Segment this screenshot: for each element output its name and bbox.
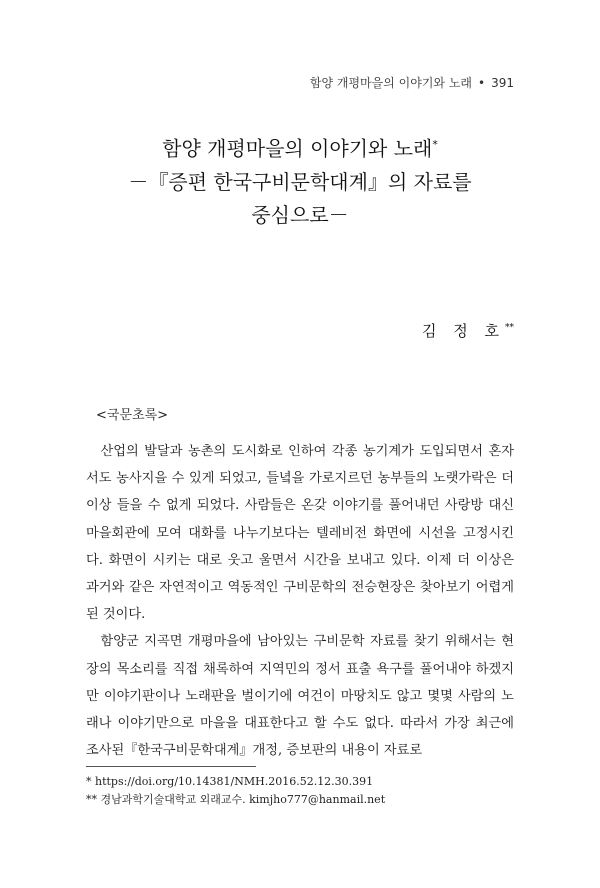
abstract-paragraph: 함양군 지곡면 개평마을에 남아있는 구비문학 자료를 찾기 위해서는 현장의 목소리를 직접 채록하여 지역민의 정서 표출 욕구를 풀어내야 하겠지만 이야기판이나 노래판을 벌이기에 여건이 마땅치도 않고 몇몇 사람의 노래나 이야기만으로 마을을 대표한다고 할 수도 없다. 따라서 가장 최근에 조사된『한국구비문학대계』개정, 증보판의 내용이 자료로 [86, 634, 514, 759]
author [422, 320, 514, 341]
article-title [0, 128, 600, 232]
running-header-title: 함양 개평마을의 이야기와 노래 [309, 76, 473, 90]
footnotes [86, 773, 516, 809]
title-line-2: －『증편 한국구비문학대계』의 자료를 [128, 169, 472, 194]
title-line-1: 함양 개평마을의 이야기와 노래* [162, 136, 438, 161]
running-header-bullet: • [478, 76, 486, 90]
running-header [310, 74, 514, 91]
abstract-body [86, 438, 514, 764]
abstract-label: <국문초록> [96, 408, 169, 423]
abstract-paragraph: 산업의 발달과 농촌의 도시화로 인하여 각종 농기계가 도입되면서 혼자서도 농사지을 수 있게 되었고, 들녘을 가로지르던 농부들의 노랫가락은 더 이상 들을 수 없게 되었다. 사람들은 온갖 이야기를 풀어내던 사랑방 대신 마을회관에 모여 대화를 나누기보다는 텔레비전 화면에 시선을 고정시킨다. 화면이 시키는 대로 웃고 울면서 시간을 보내고 있다. 이제 더 이상은 과거와 같은 자연적이고 역동적인 구비문학의 전승현장은 찾아보기 어렵게 된 것이다. [86, 444, 514, 623]
page-number: 391 [491, 76, 514, 90]
title-line-3: 중심으로－ [251, 202, 349, 227]
footnote-author: ** 경남과학기술대학교 외래교수. kimjho777@hanmail.net [86, 793, 386, 806]
author-footnote-mark: ** [505, 323, 514, 333]
title-footnote-mark: * [432, 138, 438, 151]
footnote-divider [86, 766, 256, 767]
footnote-doi: * https://doi.org/10.14381/NMH.2016.52.12.30.391 [86, 775, 374, 788]
author-name: 김 정 호 [421, 322, 505, 340]
